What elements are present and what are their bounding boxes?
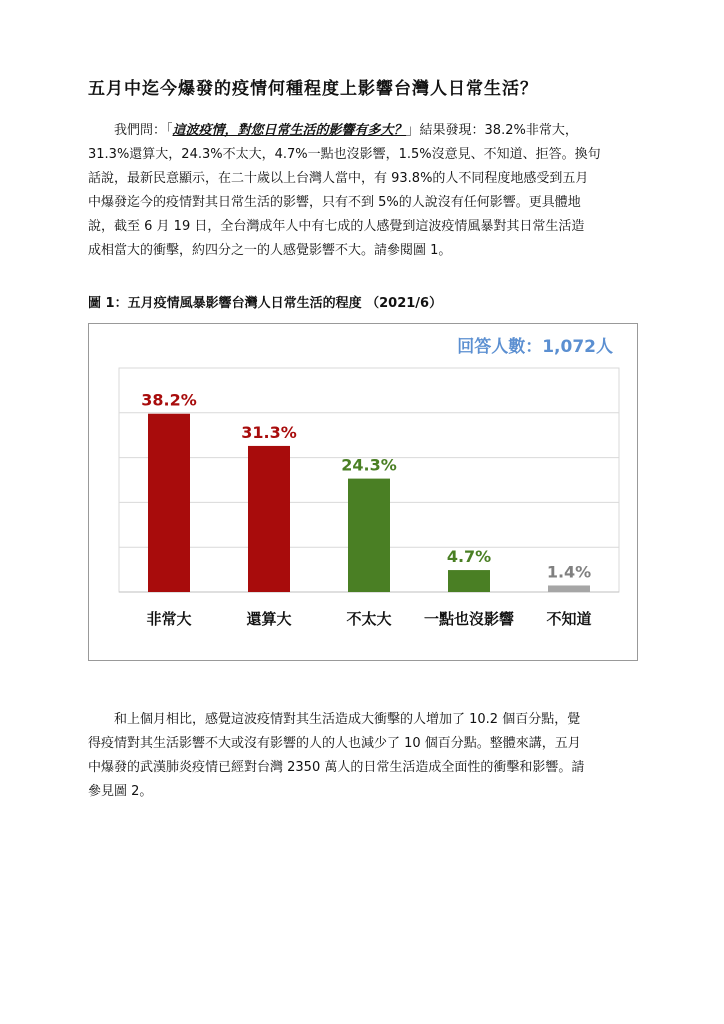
intro-line-3: 話說，最新民意顯示，在二十歲以上台灣人當中，有 93.8%的人不同程度地感受到五月 (88, 171, 589, 186)
intro-line-1-after: 」結果發現：38.2%非常大， (406, 123, 578, 138)
category-label: 不知道 (546, 610, 592, 628)
intro-line-5: 說，截至 6 月 19 日，全台灣成年人中有七成的人感覺到這波疫情風暴對其日常生活造 (88, 219, 585, 234)
intro-line-2: 31.3%還算大，24.3%不太大，4.7%一點也沒影響，1.5%沒意見、不知道、拒答。換句 (88, 147, 601, 162)
data-label: 24.3% (341, 455, 397, 475)
bar-chart (89, 324, 637, 660)
survey-question: 這波疫情，對您日常生活的影響有多大？ (172, 123, 407, 138)
comparison-paragraph (88, 708, 644, 804)
category-label: 非常大 (146, 610, 192, 628)
intro-line-6: 成相當大的衝擊，約四分之一的人感覺影響不大。請參閱圖 1。 (88, 243, 452, 258)
data-label: 38.2% (141, 390, 197, 410)
data-label: 1.4% (546, 562, 592, 582)
intro-paragraph (88, 119, 644, 263)
intro-line-1 (88, 119, 644, 143)
category-label: 不太大 (346, 610, 392, 628)
bar (448, 570, 490, 592)
category-label: 一點也沒影響 (423, 610, 515, 628)
comparison-line-1: 和上個月相比，感覺這波疫情對其生活造成大衝擊的人增加了 10.2 個百分點，覺 (114, 712, 581, 727)
bar (248, 446, 290, 592)
intro-line-4: 中爆發迄今的疫情對其日常生活的影響，只有不到 5%的人說沒有任何影響。更具體地 (88, 195, 581, 210)
figure-caption: 圖 1：五月疫情風暴影響台灣人日常生活的程度 （2021/6） (88, 296, 443, 311)
category-label: 還算大 (246, 610, 292, 628)
bar (348, 479, 390, 592)
data-label: 31.3% (241, 422, 297, 442)
data-label: 4.7% (446, 547, 492, 567)
comparison-line-4: 參見圖 2。 (88, 784, 153, 799)
bar (148, 414, 190, 592)
comparison-line-2: 得疫情對其生活影響不大或沒有影響的人的人也減少了 10 個百分點。整體來講，五月 (88, 736, 581, 751)
chart-frame (88, 323, 638, 661)
comparison-line-3: 中爆發的武漢肺炎疫情已經對台灣 2350 萬人的日常生活造成全面性的衝擊和影響。請 (88, 760, 585, 775)
bar (548, 585, 590, 592)
respondent-count: 回答人數：1,072人 (457, 337, 613, 357)
intro-line-1-before: 我們問：「 (114, 123, 173, 138)
page-title: 五月中迄今爆發的疫情何種程度上影響台灣人日常生活？ (88, 79, 538, 99)
